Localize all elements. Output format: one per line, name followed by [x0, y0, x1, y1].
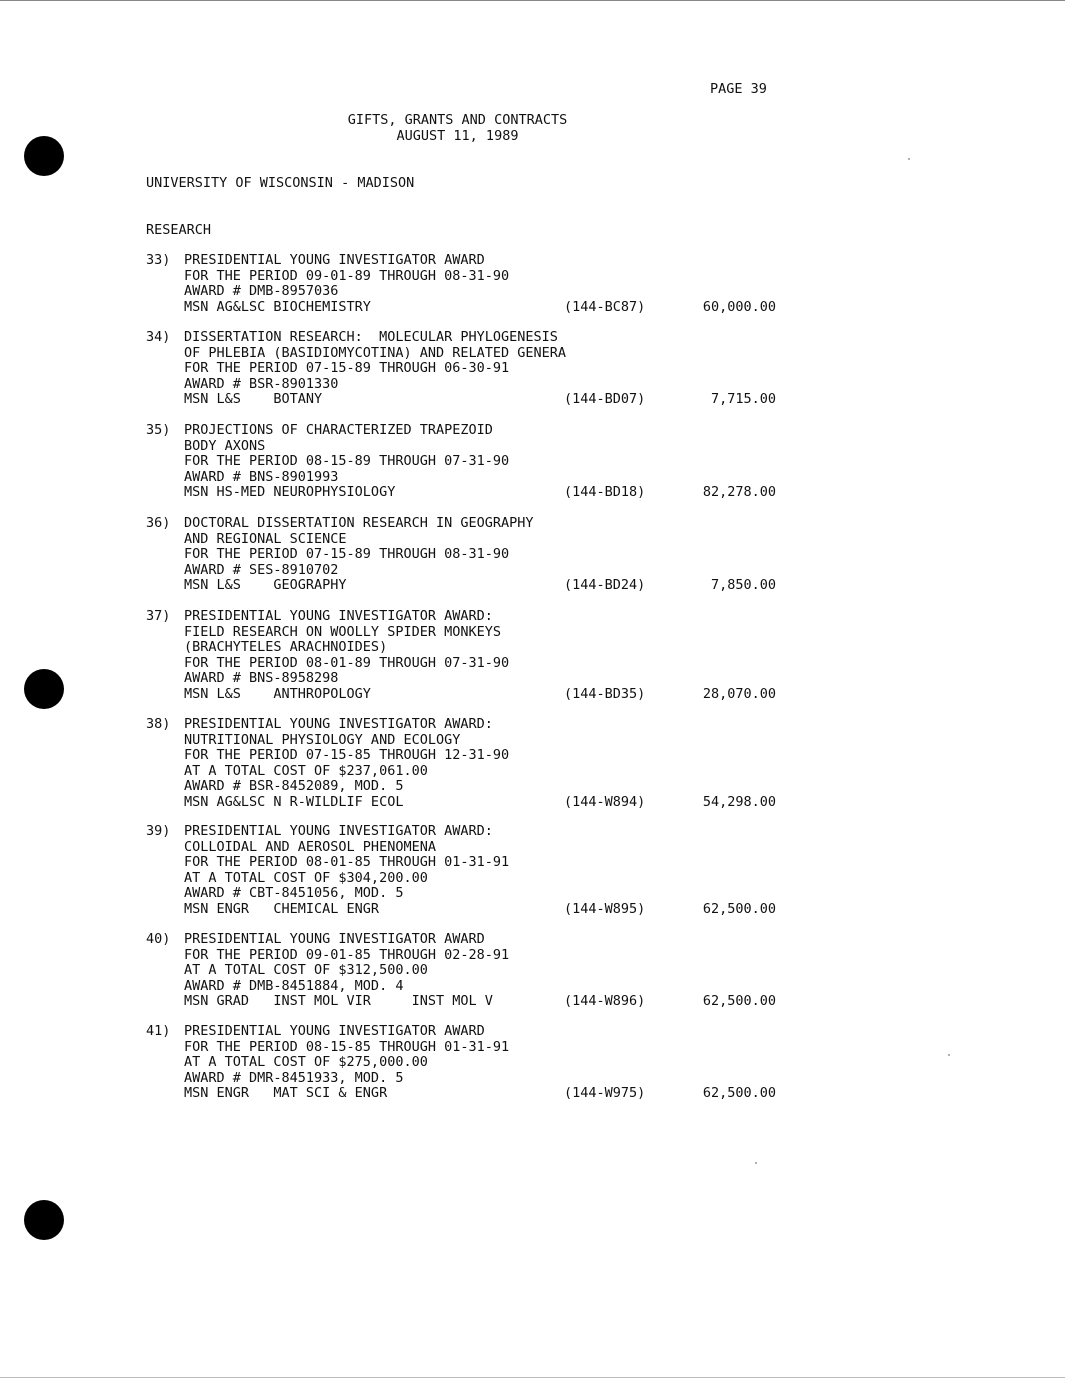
entry-line: PRESIDENTIAL YOUNG INVESTIGATOR AWARD:	[184, 608, 493, 624]
entry-department: MSN AG&LSC BIOCHEMISTRY	[184, 298, 371, 315]
grant-entry	[146, 423, 786, 501]
scan-speck	[755, 1162, 757, 1164]
award-amount: 82,278.00	[702, 484, 776, 500]
entry-line: AT A TOTAL COST OF $304,200.00	[184, 869, 428, 886]
grant-entry	[146, 932, 786, 1010]
scan-speck	[908, 158, 910, 160]
account-code: (144-BD07)	[564, 391, 646, 407]
entry-line: FOR THE PERIOD 08-15-89 THROUGH 07-31-90	[184, 453, 510, 469]
top-edge-line	[0, 0, 1065, 1]
scan-speck	[948, 1054, 950, 1056]
entry-line: DISSERTATION RESEARCH: MOLECULAR PHYLOGENESIS	[184, 329, 558, 345]
entry-line: PRESIDENTIAL YOUNG INVESTIGATOR AWARD	[184, 931, 485, 947]
entry-line: AND REGIONAL SCIENCE	[184, 530, 347, 547]
award-amount: 62,500.00	[702, 900, 776, 917]
entry-line: FOR THE PERIOD 07-15-89 THROUGH 08-31-90	[184, 546, 510, 562]
entry-line: FOR THE PERIOD 09-01-89 THROUGH 08-31-90	[184, 267, 510, 284]
entry-line: AWARD # CBT-8451056, MOD. 5	[184, 885, 404, 901]
grant-entry	[146, 717, 786, 810]
entry-line: AT A TOTAL COST OF $275,000.00	[184, 1054, 428, 1070]
entry-department: MSN GRAD INST MOL VIR INST MOL V	[184, 993, 493, 1009]
punch-hole-top	[24, 136, 64, 176]
entry-line: FOR THE PERIOD 08-01-89 THROUGH 07-31-90	[184, 654, 510, 671]
entry-department: MSN L&S BOTANY	[184, 391, 323, 407]
grant-entry	[146, 609, 786, 702]
entry-line: FOR THE PERIOD 07-15-89 THROUGH 06-30-91	[184, 360, 510, 376]
grant-entry	[146, 1024, 786, 1102]
entry-line: FOR THE PERIOD 07-15-85 THROUGH 12-31-90	[184, 747, 510, 763]
entry-line: (BRACHYTELES ARACHNOIDES)	[184, 639, 388, 655]
entry-number: 40)	[146, 931, 171, 947]
award-amount: 54,298.00	[702, 793, 776, 810]
entry-line: AT A TOTAL COST OF $312,500.00	[184, 962, 428, 978]
entry-line: COLLOIDAL AND AEROSOL PHENOMENA	[184, 838, 436, 855]
account-code: (144-W896)	[564, 993, 646, 1009]
entry-number: 36)	[146, 515, 171, 531]
entry-number: 34)	[146, 329, 171, 345]
entry-line: AWARD # BNS-8958298	[184, 670, 339, 686]
award-amount: 7,715.00	[710, 391, 776, 407]
entry-department: MSN AG&LSC N R-WILDLIF ECOL	[184, 793, 404, 810]
entry-line: PROJECTIONS OF CHARACTERIZED TRAPEZOID	[184, 422, 493, 438]
account-code: (144-BD24)	[564, 577, 646, 593]
account-code: (144-BD18)	[564, 484, 646, 500]
punch-hole-bottom	[24, 1200, 64, 1240]
award-amount: 28,070.00	[702, 685, 776, 702]
bottom-edge-line	[0, 1377, 1065, 1378]
account-code: (144-BD35)	[564, 685, 646, 702]
entry-number: 37)	[146, 608, 171, 624]
entry-department: MSN L&S ANTHROPOLOGY	[184, 685, 371, 702]
entry-line: AWARD # SES-8910702	[184, 561, 339, 578]
entry-number: 38)	[146, 716, 171, 732]
entry-line: DOCTORAL DISSERTATION RESEARCH IN GEOGRAPHY	[184, 515, 534, 531]
account-code: (144-W894)	[564, 793, 646, 810]
entry-line: AWARD # BSR-8901330	[184, 375, 339, 392]
entry-line: AWARD # BSR-8452089, MOD. 5	[184, 778, 404, 794]
entry-line: AWARD # DMB-8451884, MOD. 4	[184, 977, 404, 994]
section-heading: RESEARCH	[146, 222, 212, 238]
entry-line: FIELD RESEARCH ON WOOLLY SPIDER MONKEYS	[184, 623, 501, 640]
entry-number: 33)	[146, 252, 171, 268]
entry-line: AWARD # BNS-8901993	[184, 468, 339, 485]
account-code: (144-BC87)	[564, 298, 646, 315]
entry-line: FOR THE PERIOD 08-01-85 THROUGH 01-31-91	[184, 854, 510, 870]
grant-entry	[146, 330, 786, 408]
document-title: GIFTS, GRANTS AND CONTRACTS	[347, 112, 568, 128]
award-amount: 7,850.00	[710, 577, 776, 593]
account-code: (144-W975)	[564, 1085, 646, 1101]
entry-line: PRESIDENTIAL YOUNG INVESTIGATOR AWARD:	[184, 716, 493, 732]
document-date: AUGUST 11, 1989	[396, 128, 519, 144]
entry-department: MSN ENGR MAT SCI & ENGR	[184, 1085, 388, 1101]
entry-number: 35)	[146, 422, 171, 438]
entry-department: MSN ENGR CHEMICAL ENGR	[184, 900, 380, 917]
entry-line: AWARD # DMR-8451933, MOD. 5	[184, 1069, 404, 1086]
award-amount: 62,500.00	[702, 993, 776, 1009]
entry-number: 39)	[146, 823, 171, 839]
entry-department: MSN HS-MED NEUROPHYSIOLOGY	[184, 484, 396, 500]
entry-number: 41)	[146, 1023, 171, 1039]
entry-line: AWARD # DMB-8957036	[184, 283, 339, 299]
entry-department: MSN L&S GEOGRAPHY	[184, 577, 347, 593]
entry-line: OF PHLEBIA (BASIDIOMYCOTINA) AND RELATED GENERA	[184, 344, 567, 361]
punch-hole-middle	[24, 669, 64, 709]
page-number: PAGE 39	[710, 81, 767, 97]
account-code: (144-W895)	[564, 900, 646, 917]
entry-line: NUTRITIONAL PHYSIOLOGY AND ECOLOGY	[184, 731, 461, 748]
entry-line: PRESIDENTIAL YOUNG INVESTIGATOR AWARD:	[184, 823, 493, 839]
entry-line: AT A TOTAL COST OF $237,061.00	[184, 762, 428, 779]
entry-line: FOR THE PERIOD 09-01-85 THROUGH 02-28-91	[184, 946, 510, 963]
university-heading: UNIVERSITY OF WISCONSIN - MADISON	[146, 175, 415, 191]
award-amount: 60,000.00	[702, 298, 776, 315]
grant-entry	[146, 824, 786, 917]
grant-entry	[146, 253, 786, 315]
entry-line: FOR THE PERIOD 08-15-85 THROUGH 01-31-91	[184, 1038, 510, 1055]
grant-entry	[146, 516, 786, 594]
entry-line: PRESIDENTIAL YOUNG INVESTIGATOR AWARD	[184, 1023, 485, 1039]
entry-line: BODY AXONS	[184, 437, 266, 454]
entry-line: PRESIDENTIAL YOUNG INVESTIGATOR AWARD	[184, 252, 485, 268]
award-amount: 62,500.00	[702, 1085, 776, 1101]
